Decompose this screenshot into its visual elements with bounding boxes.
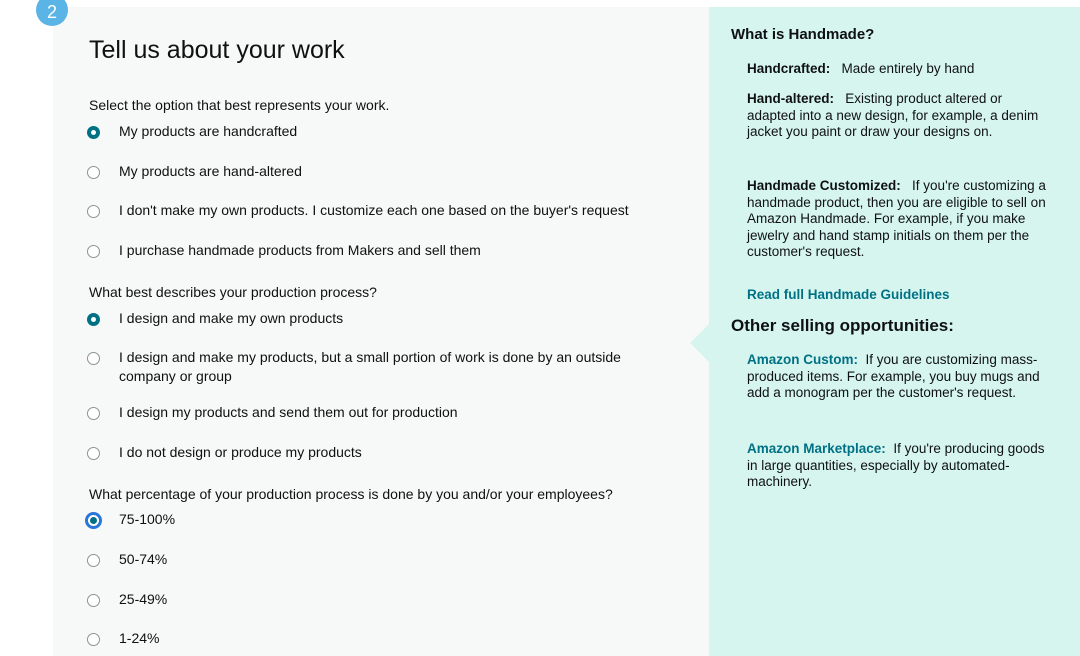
work-form-panel — [53, 7, 709, 656]
definition-text: Made entirely by hand — [841, 61, 975, 76]
option-label: 75-100% — [119, 511, 176, 527]
option-label: I design my products and send them out for production — [119, 404, 458, 420]
radio-icon[interactable] — [87, 352, 100, 365]
definition-handcrafted — [747, 61, 1047, 78]
opportunity-amazon-custom — [747, 352, 1047, 402]
radio-icon[interactable] — [87, 554, 100, 567]
option-label: I purchase handmade products from Makers and sell them — [119, 242, 481, 258]
option-1-24[interactable] — [87, 632, 677, 648]
option-label: 1-24% — [119, 630, 160, 646]
opportunity-text: If you are customizing mass-produced items. For example, you buy mugs and add a monogram per the customer's request. — [747, 352, 1040, 400]
radio-selected-focused-icon[interactable] — [85, 512, 102, 529]
step-number-badge: 2 — [36, 0, 68, 26]
option-50-74[interactable] — [87, 553, 677, 569]
opportunity-text: If you're producing goods in large quantities, especially by automated-machinery. — [747, 441, 1045, 489]
guidelines-paragraph — [747, 287, 1047, 304]
question-production-percentage: What percentage of your production process is done by you and/or your employees? — [89, 486, 613, 502]
amazon-custom-link[interactable]: Amazon Custom: — [747, 352, 858, 367]
option-label: My products are hand-altered — [119, 163, 302, 179]
option-label: I don't make my own products. I customize each one based on the buyer's request — [119, 202, 629, 218]
section-title: Tell us about your work — [89, 36, 345, 64]
definition-term: Hand-altered: — [747, 91, 835, 106]
option-do-not-design[interactable] — [87, 446, 677, 462]
definition-term: Handcrafted: — [747, 61, 831, 76]
option-label: My products are handcrafted — [119, 123, 298, 139]
option-design-make-outside-help[interactable] — [87, 351, 677, 386]
question-work-type: Select the option that best represents your work. — [89, 97, 390, 113]
definition-text: Existing product altered or adapted into a new design, for example, a denim jacket you paint or draw your designs on. — [747, 91, 1039, 139]
radio-icon[interactable] — [87, 594, 100, 607]
option-label: I design and make my products, but a small portion of work is done by an outside company or group — [119, 349, 621, 384]
radio-icon[interactable] — [87, 166, 100, 179]
definition-hand-altered — [747, 91, 1047, 141]
amazon-marketplace-link[interactable]: Amazon Marketplace: — [747, 441, 886, 456]
radio-icon[interactable] — [87, 633, 100, 646]
option-design-send-out[interactable] — [87, 406, 677, 422]
definition-text: If you're customizing a handmade product, then you are eligible to sell on Amazon Handmade. For example, if you make jewelry and hand stamp initials on them per the customer's request. — [747, 178, 1046, 259]
option-customize[interactable] — [87, 204, 677, 220]
other-opportunities-heading: Other selling opportunities: — [731, 316, 954, 335]
sidebar-heading: What is Handmade? — [731, 26, 875, 43]
option-purchase-from-makers[interactable] — [87, 244, 677, 260]
radio-selected-icon[interactable] — [87, 126, 100, 139]
radio-icon[interactable] — [87, 447, 100, 460]
handmade-info-sidebar — [709, 7, 1080, 656]
option-75-100[interactable] — [87, 513, 677, 529]
radio-icon[interactable] — [87, 205, 100, 218]
opportunity-amazon-marketplace — [747, 441, 1047, 491]
question-production-process: What best describes your production process? — [89, 284, 377, 300]
sidebar-pointer-arrow — [690, 324, 709, 362]
definition-term: Handmade Customized: — [747, 178, 901, 193]
option-handcrafted[interactable] — [87, 125, 677, 141]
option-label: 25-49% — [119, 591, 168, 607]
definition-handmade-customized — [747, 178, 1047, 261]
radio-icon[interactable] — [87, 407, 100, 420]
radio-icon[interactable] — [87, 245, 100, 258]
handmade-guidelines-link[interactable]: Read full Handmade Guidelines — [747, 287, 950, 302]
option-label: I do not design or produce my products — [119, 444, 362, 460]
radio-selected-icon[interactable] — [87, 313, 100, 326]
option-25-49[interactable] — [87, 593, 677, 609]
option-design-and-make[interactable] — [87, 312, 677, 328]
option-hand-altered[interactable] — [87, 165, 677, 181]
option-label: I design and make my own products — [119, 310, 344, 326]
option-label: 50-74% — [119, 551, 168, 567]
